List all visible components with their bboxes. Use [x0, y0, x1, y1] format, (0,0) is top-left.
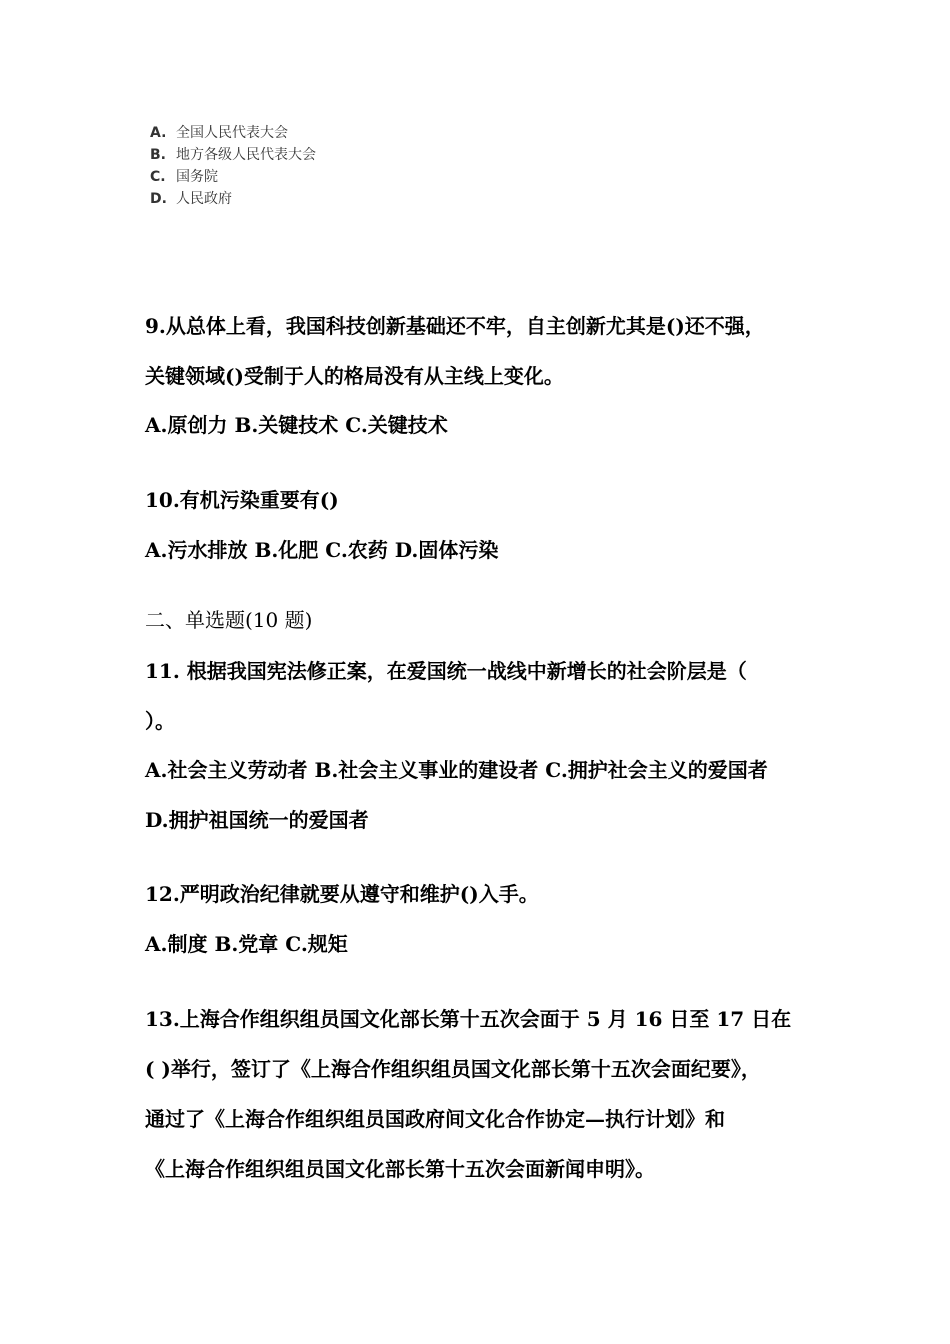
- section-title: 二、单选题(10 题): [145, 608, 313, 632]
- question-10-line-1: 10.有机污染重要有(): [145, 488, 339, 512]
- option-letter: C.: [150, 169, 166, 185]
- top-option-list: [150, 122, 550, 210]
- question-12-line-1: 12.严明政治纪律就要从遵守和维护()入手。: [145, 882, 539, 906]
- option-a: [150, 122, 550, 144]
- option-text: 全国人民代表大会: [176, 125, 288, 141]
- question-11-line-1: 11. 根据我国宪法修正案，在爱国统一战线中新增长的社会阶层是（: [145, 659, 747, 683]
- question-13-line-4: 《上海合作组织组员国文化部长第十五次会面新闻申明》。: [145, 1157, 655, 1181]
- option-d: [150, 188, 550, 210]
- question-13-line-2: ( )举行，签订了《上海合作组织组员国文化部长第十五次会面纪要》，: [145, 1057, 761, 1081]
- option-c: [150, 166, 550, 188]
- question-9-line-2: 关键领域()受制于人的格局没有从主线上变化。: [145, 364, 564, 388]
- question-11-options-1: A.社会主义劳动者 B.社会主义事业的建设者 C.拥护社会主义的爱国者: [145, 758, 768, 782]
- question-13-line-3: 通过了《上海合作组织组员国政府间文化合作协定—执行计划》和: [145, 1107, 725, 1131]
- option-text: 国务院: [176, 169, 218, 185]
- question-11-options-2: D.拥护祖国统一的爱国者: [145, 808, 369, 832]
- question-13-line-1: 13.上海合作组织组员国文化部长第十五次会面于 5 月 16 日至 17 日在: [145, 1007, 792, 1031]
- question-9-options: A.原创力 B.关键技术 C.关键技术: [145, 413, 448, 437]
- option-letter: A.: [150, 125, 167, 141]
- question-11-line-2: ）。: [145, 709, 175, 733]
- option-text: 人民政府: [176, 191, 232, 207]
- option-letter: B.: [150, 147, 166, 163]
- question-10-options: A.污水排放 B.化肥 C.农药 D.固体污染: [145, 538, 499, 562]
- option-text: 地方各级人民代表大会: [176, 147, 316, 163]
- question-12-options: A.制度 B.党章 C.规矩: [145, 932, 348, 956]
- option-letter: D.: [150, 191, 167, 207]
- option-b: [150, 144, 550, 166]
- question-9-line-1: 9.从总体上看，我国科技创新基础还不牢，自主创新尤其是()还不强，: [145, 314, 765, 338]
